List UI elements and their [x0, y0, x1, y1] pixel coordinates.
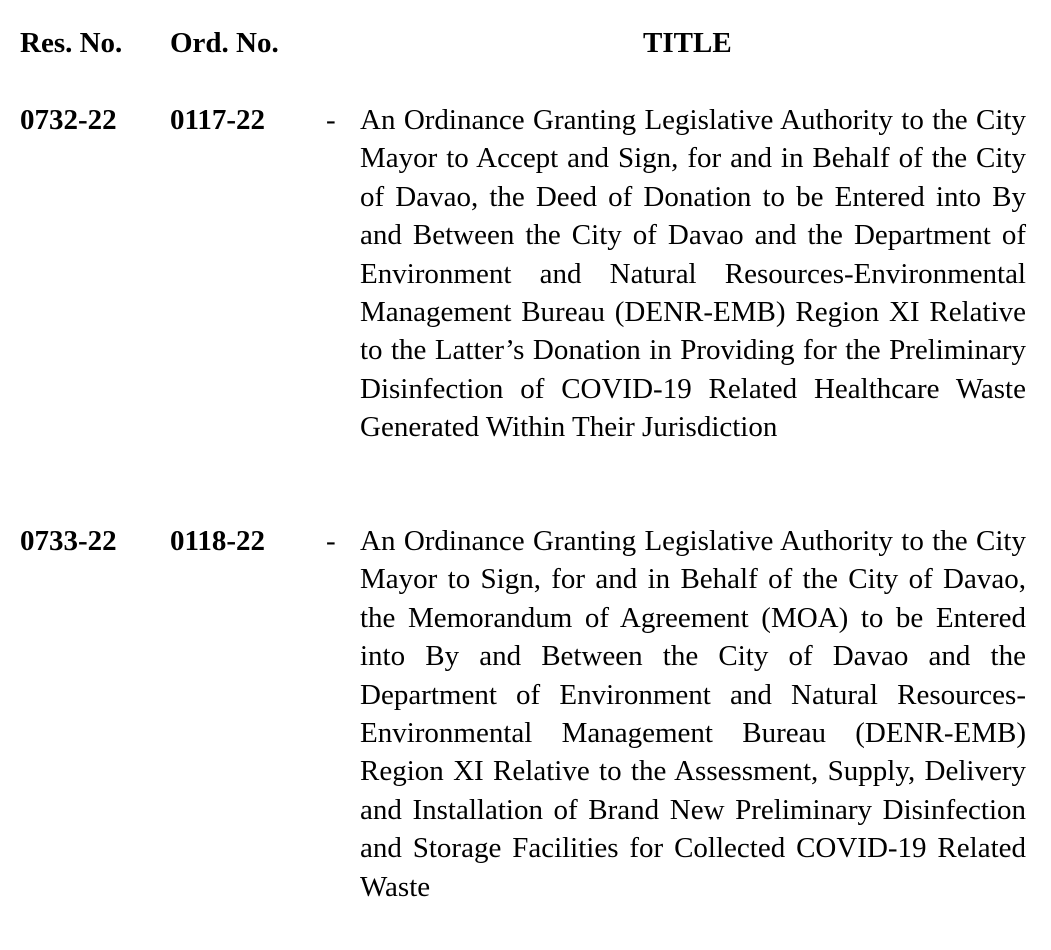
resolution-number: 0732-22 — [20, 104, 117, 136]
entry-dash: - — [326, 525, 336, 557]
ordinance-number: 0118-22 — [170, 525, 266, 557]
ordinance-title: An Ordinance Granting Legislative Authority to the City Mayor to Accept and Sign, for and in Behalf of the City of Davao, the Deed of Donation to be Entered into By and Between the City of Davao and the Department of Environment and Natural Resources-Environmental Management Bureau (DENR-EMB) Region XI Relative to the Latter’s Donation in Providing for the Preliminary Disinfection of COVID-19 Related Healthcare Waste Generated Within Their Jurisdiction — [360, 104, 1026, 444]
resolution-number: 0733-22 — [20, 525, 117, 557]
column-header-res-no: Res. No. — [20, 27, 123, 59]
column-header-ord-no: Ord. No. — [170, 27, 279, 59]
column-header-title: TITLE — [643, 27, 732, 59]
entry-dash: - — [326, 104, 336, 136]
ordinance-title: An Ordinance Granting Legislative Authority to the City Mayor to Sign, for and in Behalf of the City of Davao, the Memorandum of Agreement (MOA) to be Entered into By and Between the City of Davao and the Department of Environment and Natural Resources-Environmental Management Bureau (DENR-EMB) Region XI Relative to the Assessment, Supply, Delivery and Installation of Brand New Preliminary Disinfection and Storage Facilities for Collected COVID-19 Related Waste — [360, 525, 1026, 903]
ordinance-number: 0117-22 — [170, 104, 266, 136]
